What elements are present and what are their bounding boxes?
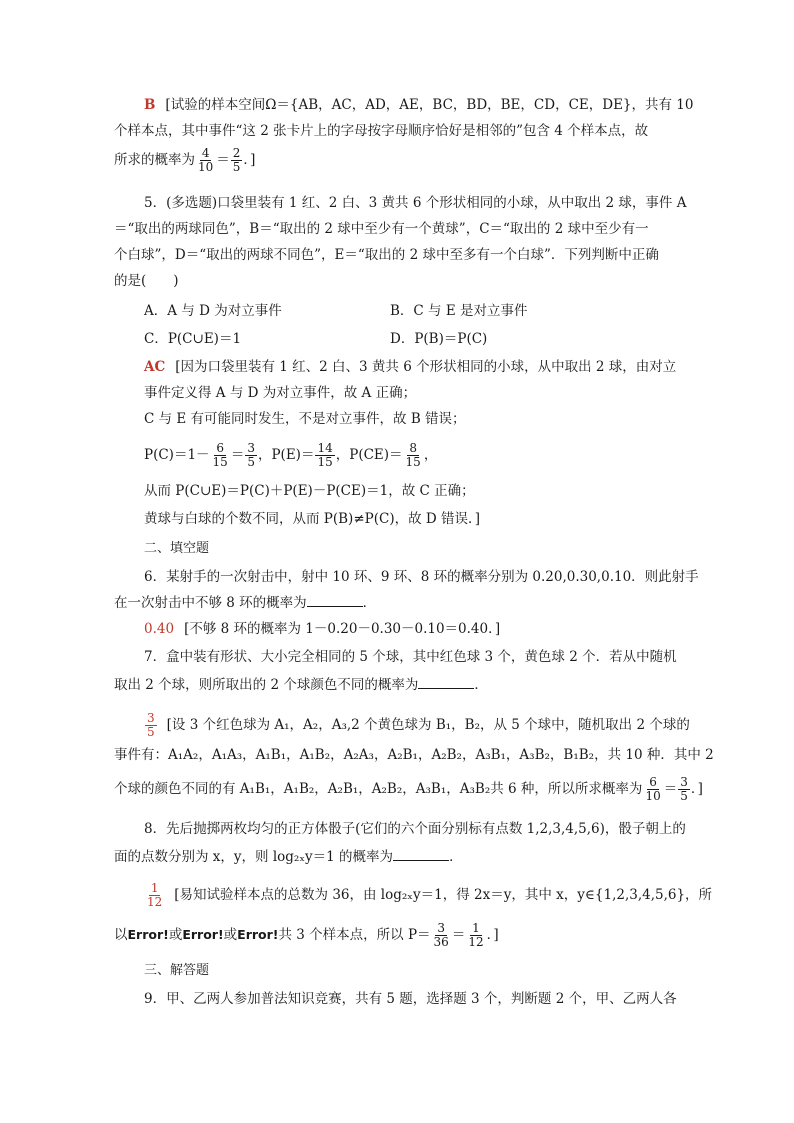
- error-marker: Error!: [237, 927, 279, 942]
- q8-answer-line-1: $\frac{1}{12}$ [易知试验样本点的总数为 36，由 log₂ₓy＝1，得 2x＝y，其中 x，y∈{1,2,3,4,5,6}，所: [147, 881, 713, 909]
- section-heading-solutions: 三、解答题: [144, 963, 210, 978]
- answer-blank: [307, 592, 363, 607]
- fraction: $\frac{8}{15}$: [405, 441, 421, 469]
- error-marker: Error!: [182, 927, 224, 942]
- q7-stem-line-1: 7．盒中装有形状、大小完全相同的 5 个球，其中红色球 3 个，黄色球 2 个．若从中随机: [144, 649, 677, 665]
- section-heading-fill-in: 二、填空题: [144, 541, 210, 556]
- q8-stem-line-1: 8．先后抛掷两枚均匀的正方体骰子(它们的六个面分别标有点数 1,2,3,4,5,6)，骰子朝上的: [144, 821, 686, 837]
- q5-answer-letter: AC: [144, 359, 166, 375]
- q6-answer-line: 0.40 [不够 8 环的概率为 1－0.20－0.30－0.10＝0.40．]: [144, 621, 501, 637]
- q8-stem-line-2: 面的点数分别为 x，y，则 log₂ₓy＝1 的概率为 ．: [114, 846, 694, 868]
- error-marker: Error!: [127, 927, 169, 942]
- q7-answer-fraction: $\frac{3}{5}$: [147, 711, 155, 739]
- q4-answer-letter: B: [144, 97, 156, 113]
- fraction: $\frac{3}{5}$: [680, 775, 688, 803]
- q5-answer-line-3: C 与 E 有可能同时发生，不是对立事件，故 B 错误；: [144, 411, 466, 427]
- q6-stem-line-2: 在一次射击中不够 8 环的概率为 ．: [114, 592, 694, 614]
- q5-option-a: A．A 与 D 为对立事件: [144, 303, 282, 319]
- q5-answer-line-4: P(C)＝1－ $\frac{6}{15}$ ＝ $\frac{3}{5}$ ，P(E)＝ $\frac{14}{15}$ ，P(CE)＝ $\frac{8}{15}$ ，: [144, 441, 438, 469]
- q7-answer-line-3: 个球的颜色不同的有 A₁B₁，A₁B₂，A₂B₁，A₂B₂，A₃B₁，A₃B₂共 6 种，所以所求概率为 $\frac{6}{10}$ ＝ $\frac{3}{5}$ ．]: [114, 775, 703, 803]
- fraction: $\frac{2}{5}$: [232, 146, 241, 174]
- fraction: $\frac{1}{12}$: [468, 921, 484, 949]
- answer-blank: [393, 846, 449, 861]
- q7-answer-line-1: $\frac{3}{5}$ [设 3 个红色球为 A₁，A₂，A₃,2 个黄色球为 B₁，B₂，从 5 个球中，随机取出 2 个球的: [147, 711, 690, 739]
- q5-answer-line-2: 事件定义得 A 与 D 为对立事件，故 A 正确；: [144, 385, 417, 401]
- q5-answer-line-6: 黄球与白球的个数不同，从而 P(B)≠P(C)，故 D 错误．]: [144, 511, 481, 527]
- q5-option-c: C．P(C∪E)＝1: [144, 331, 242, 347]
- fraction: $\frac{6}{10}$: [645, 775, 661, 803]
- q6-stem-line-1: 6．某射手的一次射击中，射中 10 环、9 环、8 环的概率分别为 0.20,0.30,0.10．则此射手: [144, 569, 699, 585]
- q5-answer-line-5: 从而 P(C∪E)＝P(C)＋P(E)－P(CE)＝1，故 C 正确；: [144, 483, 475, 499]
- q5-stem-line-4: 的是( ): [114, 273, 179, 289]
- fraction: $\frac{14}{15}$: [317, 441, 333, 469]
- answer-blank: [418, 674, 474, 689]
- q5-answer-line-1: AC [因为口袋里装有 1 红、2 白、3 黄共 6 个形状相同的小球，从中取出 2 球，由对立: [144, 359, 677, 375]
- q6-answer-value: 0.40: [144, 621, 175, 637]
- q5-options-row-1: [144, 300, 724, 322]
- q5-stem-line-1: 5．(多选题)口袋里装有 1 红、2 白、3 黄共 6 个形状相同的小球，从中取出 2 球，事件 A: [144, 195, 687, 211]
- q4-answer-line-3: 所求的概率为 $\frac{4}{10}$ ＝ $\frac{2}{5}$ ．]: [114, 146, 256, 174]
- q8-answer-fraction: $\frac{1}{12}$: [147, 881, 163, 909]
- q5-stem-line-2: ＝“取出的两球同色”，B＝“取出的 2 球中至少有一个黄球”，C＝“取出的 2 球中至少有一: [114, 221, 649, 237]
- q5-stem-line-3: 个白球”，D＝“取出的两球不同色”，E＝“取出的 2 球中至多有一个白球”．下列判断中正确: [114, 247, 659, 263]
- q5-option-d: D．P(B)＝P(C): [390, 331, 488, 347]
- q7-stem-line-2: 取出 2 个球，则所取出的 2 个球颜色不同的概率为 ．: [114, 674, 694, 696]
- q7-answer-line-2: 事件有：A₁A₂，A₁A₃，A₁B₁，A₁B₂，A₂A₃，A₂B₁，A₂B₂，A₃B₁，A₃B₂，B₁B₂，共 10 种．其中 2: [114, 747, 714, 763]
- q5-option-b: B．C 与 E 是对立事件: [390, 303, 528, 319]
- fraction: $\frac{4}{10}$: [198, 146, 214, 174]
- fraction: $\frac{3}{36}$: [433, 921, 449, 949]
- fraction: $\frac{6}{15}$: [212, 441, 228, 469]
- q4-answer-line-1: B [试验的样本空间Ω＝{AB，AC，AD，AE，BC，BD，BE，CD，CE，DE}，共有 10: [144, 97, 694, 113]
- q9-stem-line-1: 9．甲、乙两人参加普法知识竞赛，共有 5 题，选择题 3 个，判断题 2 个，甲、乙两人各: [144, 991, 677, 1007]
- q8-answer-line-2: 以Error!或Error!或Error!共 3 个样本点，所以 P＝ $\frac{3}{36}$ ＝ $\frac{1}{12}$ ．]: [114, 921, 499, 949]
- q4-answer-line-2: 个样本点，其中事件“这 2 张卡片上的字母按字母顺序恰好是相邻的”包含 4 个样本点，故: [114, 123, 649, 139]
- q5-options-row-2: [144, 328, 724, 350]
- fraction: $\frac{3}{5}$: [247, 441, 255, 469]
